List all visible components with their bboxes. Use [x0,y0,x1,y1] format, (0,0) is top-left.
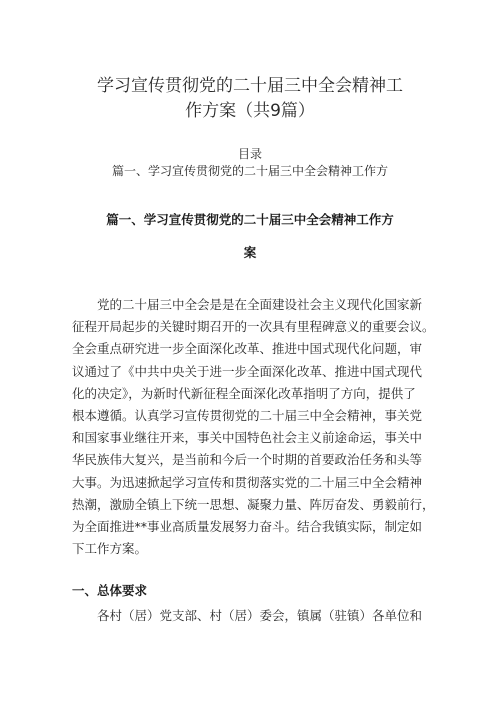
paragraph-line: 热潮，激励全镇上下统一思想、凝聚力量、阵厉奋发、勇毅前行， [72,496,435,512]
paragraph-line: 党的二十届三中全会是是在全面建设社会主义现代化国家新 [72,297,423,312]
section-title-line-1: 篇一、学习宣传贯彻党的二十届三中全会精神工作方 [106,212,394,227]
paragraph-line: 大事。为迅速掀起学习宣传和贯彻落实党的二十届三中全会精神 [72,474,423,490]
paragraph-line: 根本遵循。认真学习宣传贯彻党的二十届三中全会精神，事关党 [72,407,423,423]
subheading-general-requirements: 一、总体要求 [72,583,148,598]
paragraph-line: 议通过了《中共中央关于进一步全面深化改革、推进中国式现代 [72,363,423,379]
toc-item-1[interactable]: 篇一、学习宣传贯彻党的二十届三中全会精神工作方 [111,164,388,178]
paragraph-line: 全会重点研究进一步全面深化改革、推进中国式现代化问题，审 [72,341,423,357]
section-title-line-2: 案 [243,245,257,260]
paragraph-line: 华民族伟大复兴，是当前和今后一个时期的首要政治任务和头等 [72,452,423,468]
paragraph-line: 和国家事业继往开来，事关中国特色社会主义前途命运，事关中 [72,430,423,446]
body-paragraph [72,294,435,560]
paragraph-line: 下工作方案。 [72,541,148,557]
paragraph-line: 化的决定》，为新时代新征程全面深化改革指明了方向，提供了 [72,385,416,401]
document-title-line-1: 学习宣传贯彻党的二十届三中全会精神工 [97,76,403,96]
document-title-line-2: 作方案（共9篇） [185,101,315,121]
paragraph-line: 为全面推进**事业高质量发展努力奋斗。结合我镇实际，制定如 [72,518,423,534]
body-paragraph-2-line: 各村（居）党支部、村（居）委会，镇属（驻镇）各单位和 [72,608,423,623]
toc-heading: 目录 [237,147,262,161]
paragraph-line: 征程开局起步的关键时期召开的一次具有里程碑意义的重要会议。 [72,319,435,335]
